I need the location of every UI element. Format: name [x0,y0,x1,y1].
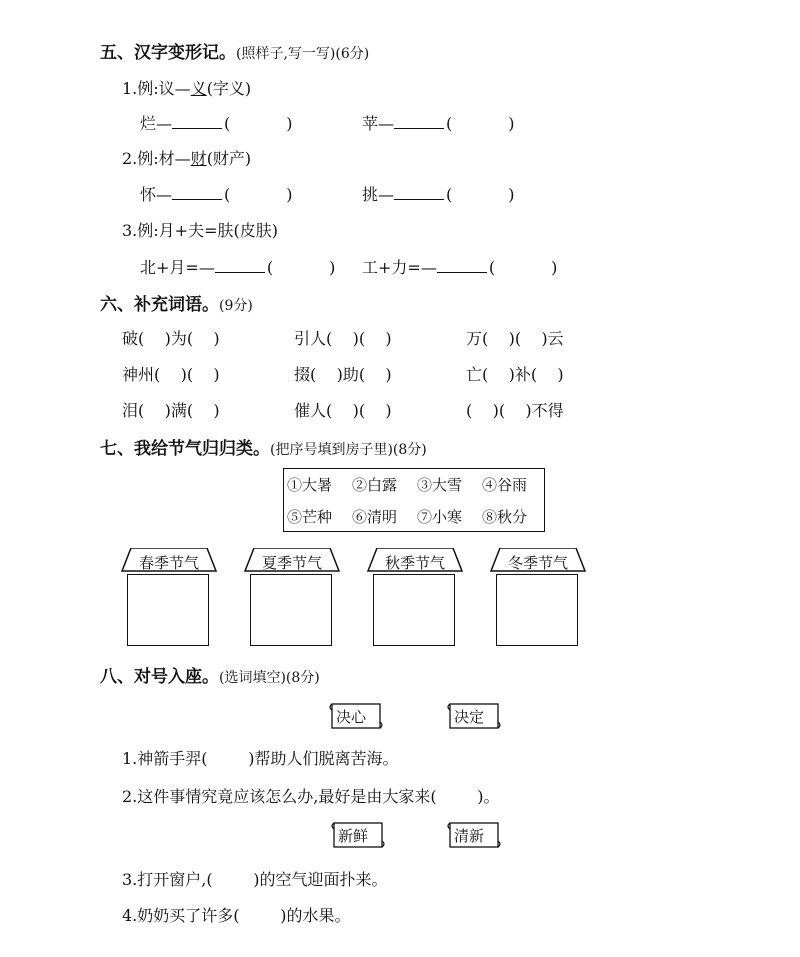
example-2 [122,146,251,169]
row-2a: 怀— ( ) [140,185,293,204]
idiom-cell[interactable]: 引人( )( ) [294,329,392,348]
house-summer[interactable] [244,548,340,648]
row-2b: 挑— ( ) [362,185,515,204]
example-1 [122,76,251,99]
blank[interactable] [394,114,444,129]
section-6-note: (9分) [219,298,253,314]
word-scroll [328,703,384,729]
term: ①大暑 [287,476,333,494]
section-8-heading [100,662,320,687]
word-scroll [446,822,502,848]
blank[interactable] [172,114,222,129]
blank[interactable] [172,185,222,200]
blank[interactable] [394,185,444,200]
row-3a-label: 北+月=— [140,258,215,277]
idiom-cell[interactable]: 万( )( )云 [466,329,564,348]
idiom-cell[interactable]: 掇( )助( ) [294,365,392,384]
scroll-word: 清新 [454,827,485,845]
section-5-title: 五、汉字变形记。 [100,43,236,63]
section-7-title: 七、我给节气归归类。 [100,439,270,459]
house-fill-area[interactable] [496,574,578,646]
term: ⑤芒种 [287,508,333,526]
word-scroll [446,703,502,729]
house-winter[interactable] [490,548,586,648]
house-autumn[interactable] [367,548,463,648]
house-spring[interactable] [121,548,217,648]
row-3b: 工+力=— ( ) [362,258,558,277]
section-8-title: 八、对号入座。 [100,667,219,687]
house-fill-area[interactable] [127,574,209,646]
scroll-word: 决心 [336,708,367,726]
example-1-suffix: (字义) [206,79,252,98]
scroll-word: 决定 [454,708,485,726]
row-1a-label: 烂— [140,114,173,133]
house-label: 冬季节气 [507,554,568,572]
example-2-prefix: 2.例:材— [122,149,191,168]
section-5-note: (照样子,写一写)(6分) [236,46,370,62]
term: ③大雪 [417,476,463,494]
question-4[interactable]: 4.奶奶买了许多( )的水果。 [122,906,351,925]
example-1-answer: 义 [190,79,207,98]
word-scroll [330,822,386,848]
term: ②白露 [352,476,398,494]
house-label: 秋季节气 [384,554,445,572]
house-fill-area[interactable] [250,574,332,646]
blank[interactable] [215,258,265,273]
row-3b-label: 工+力=— [362,258,437,277]
section-6-title: 六、补充词语。 [100,295,219,315]
section-8-note: (选词填空)(8分) [219,670,320,686]
blank[interactable] [437,258,487,273]
row-1a: 烂— ( ) [140,114,293,133]
example-2-answer: 财 [190,149,207,168]
example-2-suffix: (财产) [206,149,252,168]
question-3[interactable]: 3.打开窗户,( )的空气迎面扑来。 [122,870,388,889]
section-5-heading [100,38,369,63]
term: ⑧秋分 [482,508,528,526]
question-1[interactable]: 1.神箭手羿( )帮助人们脱离苦海。 [122,749,399,768]
term: ⑥清明 [352,508,398,526]
example-1-prefix: 1.例:议— [122,79,191,98]
question-2[interactable]: 2.这件事情究竟应该怎么办,最好是由大家来( )。 [122,787,500,806]
solar-terms-box [283,468,545,532]
example-3: 3.例:月+夫=肤(皮肤) [122,221,278,240]
term: ④谷雨 [482,476,528,494]
row-1b: 苹— ( ) [362,114,515,133]
row-2a-label: 怀— [140,185,173,204]
section-7-heading [100,434,427,459]
idiom-cell[interactable]: 亡( )补( ) [466,365,564,384]
term: ⑦小寒 [417,508,463,526]
idiom-cell[interactable]: 泪( )满( ) [122,401,220,420]
idiom-cell[interactable]: 催人( )( ) [294,401,392,420]
house-label: 夏季节气 [261,554,322,572]
scroll-word: 新鲜 [338,827,369,845]
house-label: 春季节气 [138,554,199,572]
row-2b-label: 挑— [362,185,395,204]
idiom-cell[interactable]: 破( )为( ) [122,329,220,348]
row-1b-label: 苹— [362,114,395,133]
section-6-heading [100,290,253,315]
idiom-cell[interactable]: 神州( )( ) [122,365,220,384]
idiom-cell[interactable]: ( )( )不得 [466,401,564,420]
section-7-note: (把序号填到房子里)(8分) [270,442,427,458]
row-3a: 北+月=— ( ) [140,258,336,277]
house-fill-area[interactable] [373,574,455,646]
